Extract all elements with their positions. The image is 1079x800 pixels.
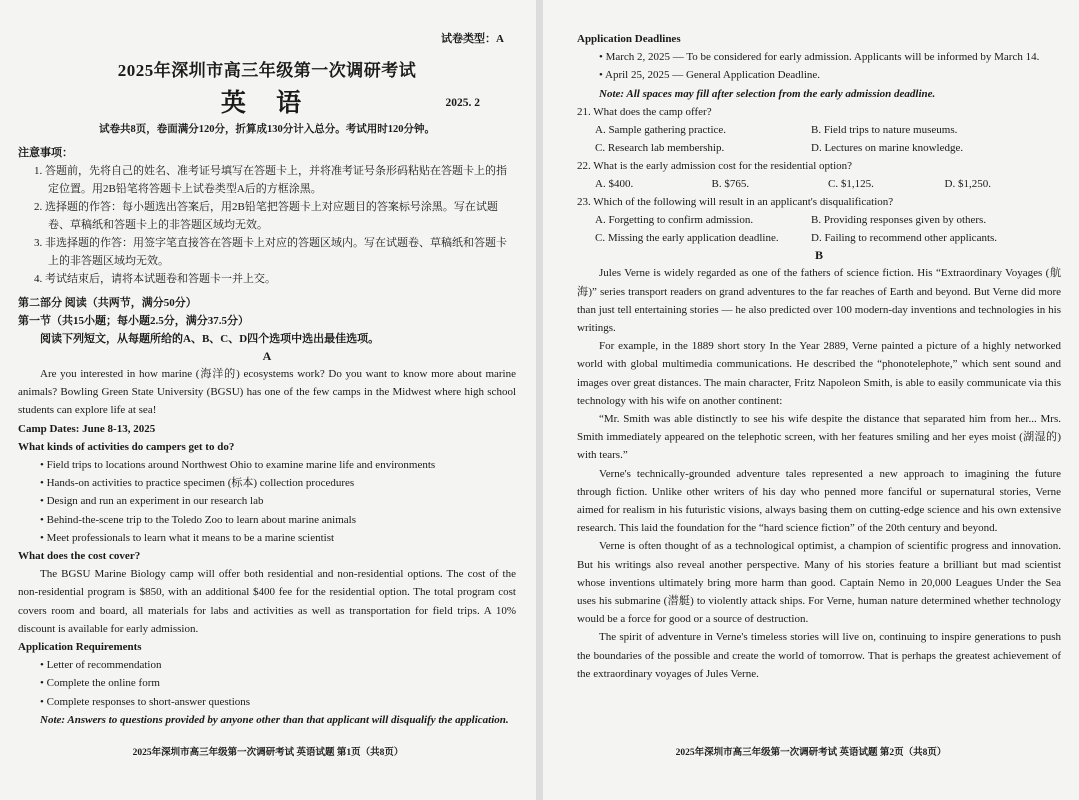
deadline-item: • March 2, 2025 — To be considered for early admission. Applicants will be informed by March 14. <box>599 51 1040 64</box>
passage-b-paragraph: “Mr. Smith was able distinctly to see his wife despite the distance that separated him from her... Mrs. Smith immediately appeared on the telephotic screen, with her features smiling and her eyes moist (湖湿的) with tears.” <box>577 413 1061 462</box>
passage-b-paragraph: Jules Verne is widely regarded as one of the fathers of science fiction. His “Extraordinary Voyages (航海)” series transport readers on grand adventures to the far reaches of Earth and beyond. But Verne did more than just tell entertaining stories — he also predicted over 100 modern-day inventions and technologies in his writings. <box>577 267 1061 335</box>
activities-heading: What kinds of activities do campers get to do? <box>18 440 235 453</box>
notice-item: 2. 选择题的作答：每小题选出答案后，用2B铅笔把答题卡上对应题目的答案标号涂黑。写在试题卷、草稿纸和答题卡上的非答题区域均无效。 <box>34 201 498 231</box>
activities-list <box>18 456 516 547</box>
option-c: C. Missing the early application deadline. <box>595 232 779 245</box>
notice-list <box>18 162 516 288</box>
option-d: D. $1,250. <box>944 178 991 191</box>
exam-page-1 <box>0 0 536 800</box>
notice-heading: 注意事项： <box>18 147 73 159</box>
question-23 <box>577 193 1061 247</box>
subject-title: 英 语 <box>220 90 314 117</box>
question-stem: 22. What is the early admission cost for the residential option? <box>577 160 853 173</box>
question-stem: 23. Which of the following will result in an applicant's disqualification? <box>577 196 894 209</box>
option-c: C. Research lab membership. <box>595 142 725 155</box>
question-stem: 21. What does the camp offer? <box>577 105 712 118</box>
passage-b-paragraph: The spirit of adventure in Verne's timeless stories will live on, continuing to inspire generations to push the boundaries of the possible and create the world of tomorrow. That is perhaps the greatest achievement of the extraordinary voyages of Jules Verne. <box>577 631 1061 680</box>
page-footer: 2025年深圳市高三年级第一次调研考试 英语试题 第2页（共8页） <box>675 748 947 758</box>
passage-a-intro: Are you interested in how marine (海洋的) ecosystems work? Do you want to know more about marine animals? Bowling Green State University (BGSU) has one of the few camps in the Midwest where high school students can explore life at sea! <box>18 368 516 417</box>
requirements-note: Note: Answers to questions provided by anyone other than that applicant will disqualify the application. <box>40 713 509 726</box>
requirement-item: • Letter of recommendation <box>40 659 162 672</box>
option-b: B. Field trips to nature museums. <box>811 124 958 137</box>
deadline-item: • April 25, 2025 — General Application Deadline. <box>599 69 821 82</box>
question-22 <box>577 157 1061 193</box>
subject-row <box>18 83 516 119</box>
deadline-note: Note: All spaces may fill after selection from the early admission deadline. <box>599 87 936 100</box>
exam-title: 2025年深圳市高三年级第一次调研考试 <box>117 61 417 80</box>
requirement-item: • Complete the online form <box>40 677 160 690</box>
activity-item: • Behind-the-scene trip to the Toledo Zoo to learn about marine animals <box>40 513 356 526</box>
option-d: D. Lectures on marine knowledge. <box>811 142 964 155</box>
question-options <box>577 121 1061 157</box>
passage-b-paragraph: Verne's technically-grounded adventure tales represented a new approach to imagining the future through fiction. Unlike other writers of his day who penned more fanciful or supernatural stories, Verne aimed for realism in his futuristic visions, always basing them on cutting-edge science and his own extensive research. This laid the foundation for the “hard science fiction” of the 20th century and beyond. <box>577 467 1061 535</box>
section-heading: 第一节（共15小题；每小题2.5分，满分37.5分） <box>18 315 249 327</box>
question-21 <box>577 103 1061 157</box>
notice-item: 4. 考试结束后，请将本试题卷和答题卡一并上交。 <box>34 273 276 285</box>
option-c: C. $1,125. <box>828 178 874 191</box>
question-options <box>577 175 1061 193</box>
option-d: D. Failing to recommend other applicants. <box>811 232 998 245</box>
requirement-item: • Complete responses to short-answer questions <box>40 695 251 708</box>
requirements-heading: Application Requirements <box>18 641 142 654</box>
deadlines-heading: Application Deadlines <box>577 33 681 45</box>
passage-b-paragraph: For example, in the 1889 short story In the Year 2889, Verne painted a picture of a highly networked world with global multimedia communications. He described the “phonotelephote,” which sent sound and images over great distances. The main character, Fritz Napoleon Smith, is able to easily communicate via this technology with his wife on another continent: <box>577 340 1061 407</box>
paper-type: 试卷类型：A <box>441 33 504 45</box>
exam-page-2 <box>543 0 1079 800</box>
notice-item: 3. 非选择题的作答：用签字笔直接答在答题卡上对应的答题区域内。写在试题卷、草稿纸和答题卡上的非答题区域均无效。 <box>34 237 507 267</box>
page-footer: 2025年深圳市高三年级第一次调研考试 英语试题 第1页（共8页） <box>132 748 404 758</box>
part-heading: 第二部分 阅读（共两节，满分50分） <box>18 297 197 309</box>
camp-dates: Camp Dates: June 8-13, 2025 <box>18 422 156 435</box>
activity-item: • Hands-on activities to practice specimen (标本) collection procedures <box>40 477 355 490</box>
requirements-list <box>18 656 516 711</box>
passage-a-label: A <box>262 349 272 363</box>
option-b: B. Providing responses given by others. <box>811 214 987 227</box>
activity-item: • Meet professionals to learn what it means to be a marine scientist <box>40 531 335 544</box>
passage-b-label: B <box>814 248 823 263</box>
notice-item: 1. 答题前，先将自己的姓名、准考证号填写在答题卡上，并将准考证号条形码粘贴在答题卡上的指定位置。用2B铅笔将答题卡上试卷类型A后的方框涂黑。 <box>34 165 507 195</box>
option-b: B. $765. <box>711 178 750 191</box>
activity-item: • Field trips to locations around Northwest Ohio to examine marine life and environments <box>40 459 436 472</box>
passage-b-paragraph: Verne is often thought of as a technological optimist, a champion of scientific progress and innovation. But his writings also reveal another perspective. Many of his stories feature a brilliant but mad scientist whose inventions ultimately bring more harm than good. Captain Nemo in 20,000 Leagues Under the Sea uses his submarine (潜艇) to violently attack ships. For Verne, human nature determined whether technology would be a force for good or a source of destruction. <box>577 540 1061 626</box>
cost-heading: What does the cost cover? <box>18 550 141 563</box>
option-a: A. Forgetting to confirm admission. <box>595 214 754 227</box>
activity-item: • Design and run an experiment in our research lab <box>40 495 264 508</box>
cost-text: The BGSU Marine Biology camp will offer both residential and non-residential options. The cost of the non-residential program is $850, with an additional $400 fee for the residential option. The total program cost covers room and board, all materials for labs and activities as well as transportation for field trips. A 10% discount is available for early admission. <box>18 568 516 635</box>
option-a: A. Sample gathering practice. <box>595 124 727 137</box>
question-options <box>577 211 1061 247</box>
section-instruction: 阅读下列短文，从每题所给的A、B、C、D四个选项中选出最佳选项。 <box>40 333 380 345</box>
exam-date: 2025. 2 <box>445 97 480 109</box>
option-a: A. $400. <box>595 178 634 191</box>
exam-intro: 试卷共8页，卷面满分120分，折算成130分计入总分。考试用时120分钟。 <box>99 124 435 135</box>
